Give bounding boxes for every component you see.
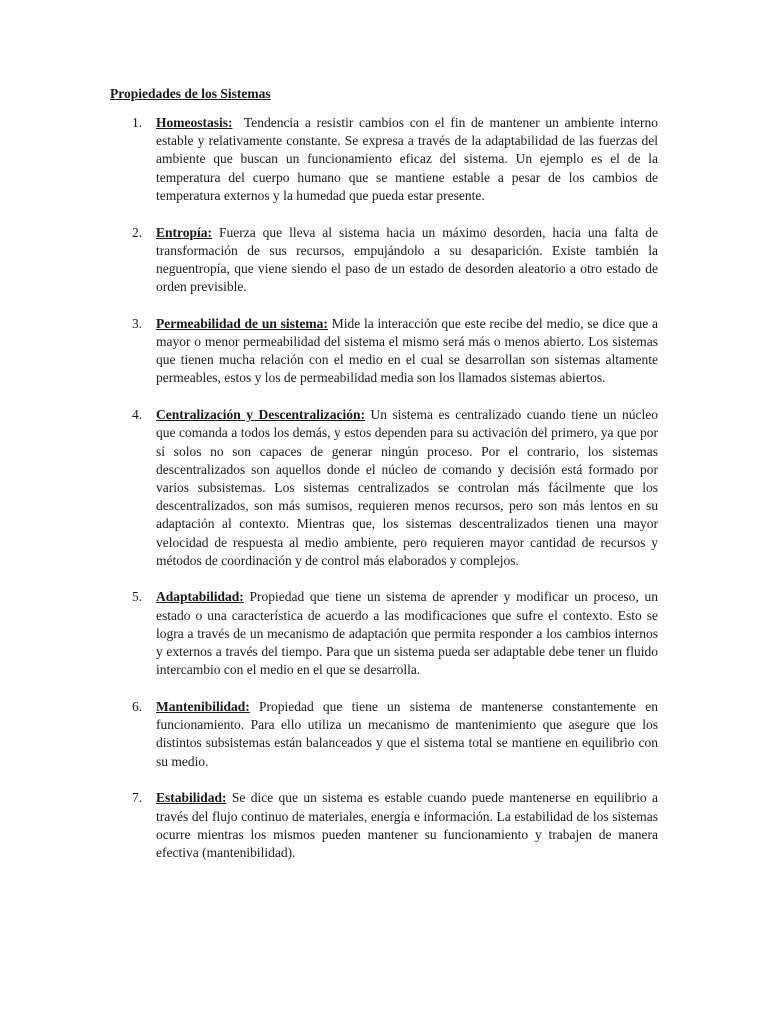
properties-list bbox=[0, 114, 768, 881]
list-item-estabilidad bbox=[0, 789, 658, 862]
item-number: 1. bbox=[132, 115, 143, 130]
item-text: Fuerza que lleva al sistema hacia un máximo desorden, hacia una falta de transformación de sus recursos, empujándolo a su desaparición. Existe también la neguentropía, que viene siendo el paso de un estado de desorden aleatorio a otro estado de orden previsible. bbox=[156, 224, 659, 295]
item-number: 6. bbox=[132, 698, 143, 714]
item-term: Homeostasis: bbox=[156, 115, 233, 130]
item-term: Estabilidad: bbox=[156, 790, 227, 806]
item-number: 3. bbox=[132, 315, 143, 331]
item-text: Propiedad que tiene un sistema de mantenerse constantemente en funcionamiento. Para ello utiliza un mecanismo de mantenimiento que asegure que los distintos subsistemas están balanceados y que el sistema total se mantiene en equilibrio con su medio. bbox=[156, 698, 658, 769]
item-text: Un sistema es centralizado cuando tiene un núcleo que comanda a todos los demás, y estos dependen para su activación del primero, ya que por sí solos no son capaces de generar ningún proceso. Por el contrario, los sistemas descentralizados son aquellos donde el núcleo de comando y decisión está formado por varios subsistemas. Los sistemas centralizados se controlan más fácilmente que los descentralizados, son más sumisos, requieren menos recursos, pero son más lentos en su adaptación al contexto. Mientras que, los sistemas descentralizados tienen una mayor velocidad de respuesta al medio ambiente, pero requieren mayor cantidad de recursos y métodos de coordinación y de control más elaborados y complejos. bbox=[156, 407, 658, 568]
item-term: Mantenibilidad: bbox=[156, 698, 250, 714]
list-item-centralizacion bbox=[0, 406, 658, 570]
item-text: Se dice que un sistema es estable cuando puede mantenerse en equilibrio a través del flujo continuo de materiales, energía e información. La estabilidad de los sistemas ocurre mientras los mismos pueden mantener su funcionamiento y trabajen de manera efectiva (mantenibilidad). bbox=[156, 790, 659, 860]
list-item-mantenibilidad bbox=[0, 698, 658, 771]
list-item-entropia bbox=[0, 224, 658, 297]
item-term: Permeabilidad de un sistema: bbox=[156, 315, 328, 331]
item-number: 4. bbox=[132, 407, 143, 423]
item-number: 7. bbox=[132, 790, 143, 806]
item-number: 5. bbox=[132, 589, 143, 605]
item-text: Mide la interacción que este recibe del medio, se dice que a mayor o menor permeabilidad del sistema el mismo será más o menos abierto. Los sistemas que tienen mucha relación con el medio en el cual se desarrollan son sistemas altamente permeables, estos y los de permeabilidad media son los llamados sistemas abiertos. bbox=[156, 315, 659, 386]
item-number: 2. bbox=[132, 224, 143, 240]
item-term: Centralización y Descentralización: bbox=[156, 407, 365, 423]
item-term: Adaptabilidad: bbox=[156, 589, 244, 605]
list-item-homeostasis bbox=[0, 114, 658, 205]
item-text: Tendencia a resistir cambios con el fin de mantener un ambiente interno estable y relativamente constante. Se expresa a través de la adaptabilidad de las fuerzas del ambiente que buscan un funcionamiento eficaz del sistema. Un ejemplo es el de la temperatura del cuerpo humano que se mantiene estable a pesar de los cambios de temperatura externos y la humedad que pueda estar presente. bbox=[156, 115, 658, 203]
list-item-permeabilidad bbox=[0, 315, 658, 388]
page-title: Propiedades de los Sistemas bbox=[110, 86, 271, 101]
item-term: Entropía: bbox=[156, 224, 213, 240]
list-item-adaptabilidad bbox=[0, 588, 658, 679]
item-text: Propiedad que tiene un sistema de aprender y modificar un proceso, un estado o una característica de acuerdo a las modificaciones que sufre el contexto. Esto se logra a través de un mecanismo de adaptación que permita responder a los cambios internos y externos a través del tiempo. Para que un sistema pueda ser adaptable debe tener un fluido intercambio con el medio en el que se desarrolla. bbox=[156, 589, 658, 678]
